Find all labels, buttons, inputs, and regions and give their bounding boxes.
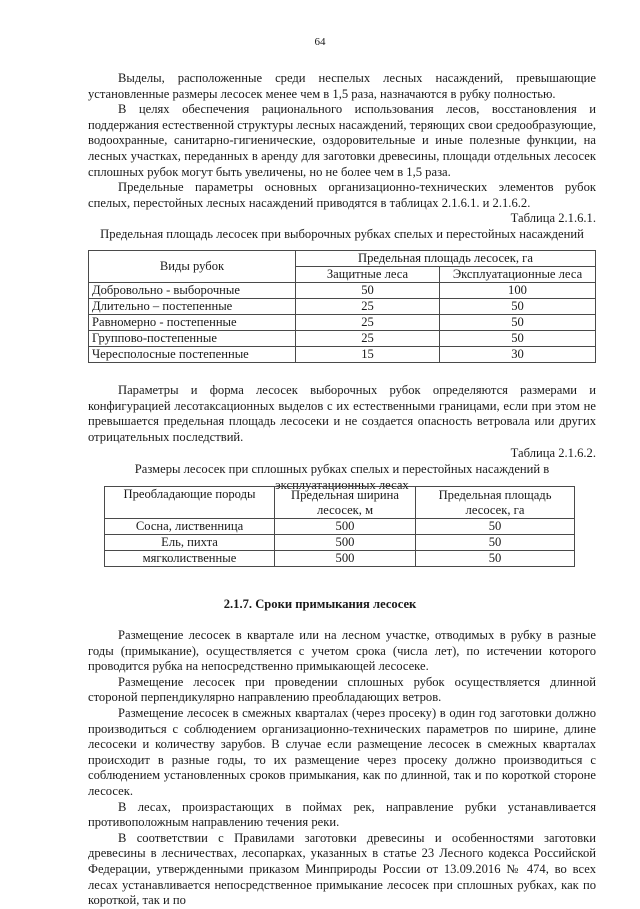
paragraph: Выделы, расположенные среди неспелых лесных насаждений, превышающие установленные размеры лесосек менее чем в 1,5 раза, назначаются в рубку полностью. [88, 71, 596, 101]
paragraph: Параметры и форма лесосек выборочных рубок определяются размерами и конфигурацией лесотаксационных выделов с их естественными границами, если при этом не превышается предельная площадь лесосеки и не создается опасность ветровала или других отрицательных последствий. [88, 383, 596, 444]
cell-type: Добровольно - выборочные [89, 283, 296, 299]
cell-exploitation: 30 [440, 347, 596, 363]
table-clear-cut-sizes [104, 486, 575, 567]
page-number: 64 [314, 36, 326, 48]
cell-exploitation: 100 [440, 283, 596, 299]
section-heading: 2.1.7. Сроки примыкания лесосек [223, 597, 417, 611]
cell-width: 500 [275, 551, 416, 567]
table-row [89, 331, 596, 347]
table-row [105, 551, 575, 567]
header-exploitation: Эксплуатационные леса [440, 267, 596, 283]
cell-protective: 25 [296, 331, 440, 347]
cell-species: мягколиственные [105, 551, 275, 567]
middle-text [88, 383, 596, 493]
table-caption: Размеры лесосек при сплошных рубках спелых и перестойных насаждений в эксплуатационных лесах [134, 461, 550, 492]
cell-type: Группово-постепенные [89, 331, 296, 347]
cell-species: Сосна, лиственница [105, 519, 275, 535]
cell-exploitation: 50 [440, 299, 596, 315]
section-text [88, 628, 596, 909]
paragraph: Предельные параметры основных организационно-технических элементов рубок спелых, перестойных лесных насаждений приводятся в таблицах 2.1.6.1. и 2.1.6.2. [88, 180, 596, 210]
cell-exploitation: 50 [440, 331, 596, 347]
cell-protective: 25 [296, 315, 440, 331]
table-row [89, 283, 596, 299]
cell-protective: 25 [296, 299, 440, 315]
paragraph: В соответствии с Правилами заготовки древесины и особенностями заготовки древесины в лесничествах, лесопарках, указанных в статье 23 Лесного кодекса Российской Федерации, утвержденными приказом Минприроды России от 13.09.2016 № 474, во всех лесах устанавливается непосредственное примыкание лесосек при сплошных рубках, как по короткой, так и по [88, 830, 596, 908]
cell-width: 500 [275, 519, 416, 535]
table-row [89, 315, 596, 331]
table-label: Таблица 2.1.6.1. [510, 211, 596, 226]
cell-type: Длительно – постепенные [89, 299, 296, 315]
cell-area: 50 [416, 551, 575, 567]
paragraph: Размещение лесосек в смежных кварталах (через просеку) в один год заготовки должно производиться с соблюдением организационно-технических параметров по ширине, длине лесосеки и количеству зарубов. В случае если размещение лесосек в смежных кварталах происходит в разные годы, то их размещение через просеку должно производиться с соблюдением установленных сроков примыкания, как по длинной, так и по короткой стороне лесосек. [88, 705, 596, 798]
header-max-width: Предельная ширина лесосек, м [275, 487, 416, 519]
table-row [89, 299, 596, 315]
cell-width: 500 [275, 535, 416, 551]
table-row [105, 519, 575, 535]
cell-exploitation: 50 [440, 315, 596, 331]
header-protective: Защитные леса [296, 267, 440, 283]
paragraph: В лесах, произрастающих в поймах рек, направление рубки устанавливается противоположным направлению течения реки. [88, 799, 596, 830]
table-label: Таблица 2.1.6.2. [510, 446, 596, 461]
cell-species: Ель, пихта [105, 535, 275, 551]
cell-area: 50 [416, 535, 575, 551]
cell-area: 50 [416, 519, 575, 535]
table-row [105, 535, 575, 551]
table-cut-area-selective [88, 250, 596, 363]
intro-text [88, 71, 596, 243]
table-caption: Предельная площадь лесосек при выборочных рубках спелых и перестойных насаждений [100, 226, 584, 241]
header-cut-type: Виды рубок [89, 251, 296, 283]
header-max-area: Предельная площадь лесосек, га [296, 251, 596, 267]
cell-protective: 50 [296, 283, 440, 299]
table-row [89, 347, 596, 363]
cell-type: Чересполосные постепенные [89, 347, 296, 363]
paragraph: В целях обеспечения рационального использования лесов, восстановления и поддержания естественной структуры лесных насаждений, теряющих свои средообразующие, водоохранные, санитарно-гигиенические, оздоровительные и иные полезные функции, на лесных участках, переданных в аренду для заготовки древесины, площади отдельных лесосек сплошных рубок могут быть увеличены, но не более чем в 1,5 раза. [88, 102, 596, 179]
paragraph: Размещение лесосек при проведении сплошных рубок осуществляется длинной стороной перпендикулярно направлению преобладающих ветров. [88, 674, 596, 705]
header-max-area: Предельная площадь лесосек, га [416, 487, 575, 519]
cell-type: Равномерно - постепенные [89, 315, 296, 331]
header-species: Преобладающие породы [105, 487, 275, 519]
cell-protective: 15 [296, 347, 440, 363]
paragraph: Размещение лесосек в квартале или на лесном участке, отводимых в рубку в разные годы (примыкание), осуществляется с учетом срока (числа лет), по истечении которого проводится рубка на непосредственно примыкающей лесосеке. [88, 628, 596, 674]
